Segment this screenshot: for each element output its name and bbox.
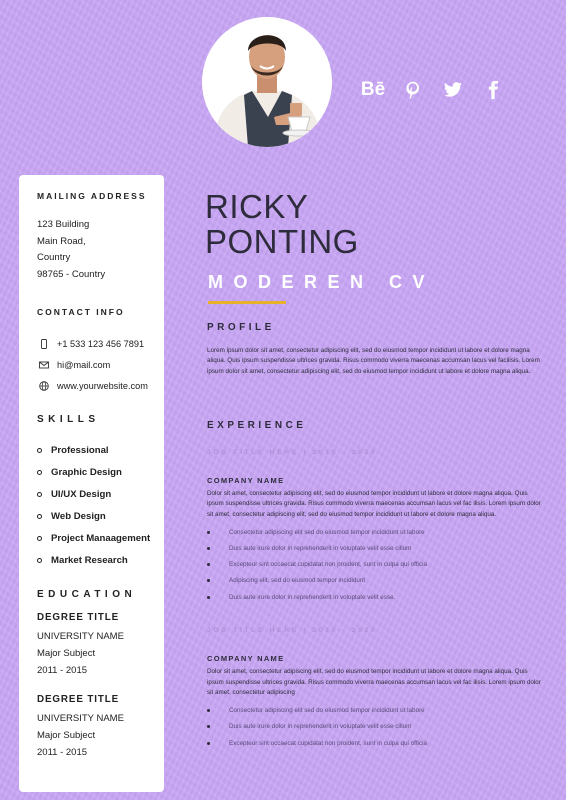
mail-icon bbox=[37, 360, 51, 370]
email-text[interactable]: hi@mail.com bbox=[57, 359, 111, 370]
accent-divider bbox=[208, 301, 286, 304]
education-heading: EDUCATION bbox=[37, 589, 137, 600]
bullet-icon bbox=[37, 448, 42, 453]
bullet-icon bbox=[207, 579, 210, 582]
bullet-icon bbox=[207, 709, 210, 712]
degree-title: DEGREE TITLE bbox=[37, 612, 120, 623]
phone-icon bbox=[37, 339, 51, 349]
website-text[interactable]: www.yourwebsite.com bbox=[57, 380, 148, 391]
phone-text: +1 533 123 456 7891 bbox=[57, 338, 145, 349]
pinterest-icon[interactable] bbox=[402, 78, 424, 102]
bullet-text: Excepteur sint occaecat cupidatat non proident, sunt in culpa qui officia bbox=[229, 561, 428, 569]
major-subject: Major Subject bbox=[37, 648, 96, 659]
experience-section bbox=[207, 420, 545, 751]
education-entry bbox=[37, 612, 152, 679]
profile-photo bbox=[202, 17, 332, 147]
job-bullet bbox=[207, 524, 545, 540]
globe-icon bbox=[37, 381, 51, 391]
twitter-icon[interactable] bbox=[442, 78, 464, 102]
bullet-icon bbox=[207, 596, 210, 599]
company-name: COMPANY NAME bbox=[207, 654, 285, 664]
bullet-icon bbox=[37, 492, 42, 497]
address-line: 98765 - Country bbox=[37, 268, 106, 280]
contact-info-heading: CONTACT INFO bbox=[37, 307, 125, 317]
university-name: UNIVERSITY NAME bbox=[37, 713, 124, 724]
degree-title: DEGREE TITLE bbox=[37, 694, 120, 705]
skill-label: Professional bbox=[51, 444, 109, 456]
bullet-text: Consectetur adipiscing elit sed do eiusmod tempor incididunt ut labore bbox=[229, 528, 425, 536]
job-bullet bbox=[207, 556, 545, 572]
job-bullets bbox=[207, 524, 545, 605]
bullet-icon bbox=[37, 470, 42, 475]
skill-item bbox=[37, 527, 152, 549]
person-name bbox=[205, 189, 359, 259]
job-bullets bbox=[207, 702, 545, 751]
contact-info bbox=[37, 333, 152, 396]
skill-item bbox=[37, 549, 152, 571]
skill-item bbox=[37, 483, 152, 505]
bullet-icon bbox=[37, 536, 42, 541]
skill-label: Graphic Design bbox=[51, 466, 122, 478]
experience-heading: EXPERIENCE bbox=[207, 420, 307, 431]
job-bullet bbox=[207, 735, 545, 751]
profile-text: Lorem ipsum dolor sit amet, consectetur adipiscing elit, sed do eiusmod tempor incididunt ut labore et dolore magna aliqua. Quis ipsum suspendisse ultrices gravida. Risus commodo viverra maecenas accumsan lacus vel facilisis. Lorem ipsum dolor sit amet, consectetur adipiscing elit, sed do eiusmod tempor incididunt ut labore et dolore magna aliqua. bbox=[207, 347, 540, 375]
university-name: UNIVERSITY NAME bbox=[37, 631, 124, 642]
bullet-icon bbox=[207, 563, 210, 566]
job-title-line: JOB TITLE HERE | 2015 - 2020 bbox=[207, 449, 378, 456]
bullet-icon bbox=[207, 742, 210, 745]
major-subject: Major Subject bbox=[37, 730, 96, 741]
education-years: 2011 - 2015 bbox=[37, 747, 88, 758]
bullet-text: Duis aute irure dolor in reprehenderit in voluptate velit esse cillum bbox=[229, 723, 412, 731]
mailing-address-heading: MAILING ADDRESS bbox=[37, 191, 147, 201]
job-bullet bbox=[207, 589, 545, 605]
skill-item bbox=[37, 439, 152, 461]
job-bullet bbox=[207, 719, 545, 735]
job-title-line: JOB TITLE HERE | 2015 - 2020 bbox=[207, 627, 378, 635]
facebook-icon[interactable] bbox=[482, 78, 504, 102]
social-links bbox=[362, 78, 504, 102]
address-line: Main Road, bbox=[37, 235, 86, 247]
skill-label: Web Design bbox=[51, 510, 106, 522]
address-line: 123 Building bbox=[37, 219, 90, 230]
cv-subtitle: MODEREN CV bbox=[208, 272, 436, 292]
education-years: 2011 - 2015 bbox=[37, 665, 88, 676]
bullet-text: Duis aute irure dolor in reprehenderit in voluptate velit esse. bbox=[229, 593, 396, 601]
email-row bbox=[37, 354, 152, 375]
skill-item bbox=[37, 461, 152, 483]
job-bullet bbox=[207, 702, 545, 718]
bullet-text: Consectetur adipiscing elit sed do eiusmod tempor incididunt ut labore bbox=[229, 706, 425, 714]
skills-heading: SKILLS bbox=[37, 414, 100, 425]
mailing-address bbox=[37, 217, 152, 283]
job-description: Dolor sit amet, consectetur adipiscing elit, sed do eiusmod tempor incididunt ut labore et dolore magna aliqua. Quis ipsum suspendisse ultrices gravida. Risus commodo viverra maecenas accumsan lacus vel fac ilisis. Lorem ipsum dolor sit amet, consectetur adipiscing bbox=[207, 668, 541, 696]
bullet-icon bbox=[207, 725, 210, 728]
skill-label: Project Manaagement bbox=[51, 532, 151, 544]
sidebar bbox=[19, 175, 164, 792]
phone-row bbox=[37, 333, 152, 354]
job-bullet bbox=[207, 540, 545, 556]
first-name: RICKY bbox=[205, 188, 309, 225]
skill-item bbox=[37, 505, 152, 527]
bullet-text: Excepteur sint occaecat cupidatat non proident, sunt in culpa qui officia bbox=[229, 739, 428, 747]
behance-icon[interactable]: Bē bbox=[360, 79, 386, 100]
skill-label: UI/UX Design bbox=[51, 488, 112, 500]
skill-label: Market Research bbox=[51, 554, 128, 566]
website-row bbox=[37, 375, 152, 396]
company-name: COMPANY NAME bbox=[207, 476, 285, 485]
profile-section bbox=[207, 322, 545, 377]
bullet-text: Adipiscing elit, sed do eiusmod tempor incididunt bbox=[229, 577, 366, 585]
education-entry bbox=[37, 694, 152, 761]
bullet-text: Duis aute irure dolor in reprehenderit in voluptate velit esse cillum bbox=[229, 544, 412, 552]
bullet-icon bbox=[37, 558, 42, 563]
skills-list bbox=[37, 439, 152, 571]
bullet-icon bbox=[207, 547, 210, 550]
profile-heading: PROFILE bbox=[207, 322, 275, 333]
bullet-icon bbox=[207, 531, 210, 534]
address-line: Country bbox=[37, 252, 71, 263]
last-name: PONTING bbox=[205, 223, 359, 260]
bullet-icon bbox=[37, 514, 42, 519]
job-description: Dolor sit amet, consectetur adipiscing elit, sed do eiusmod tempor incididunt ut labore et dolore magna aliqua. Quis ipsum suspendisse ultrices gravida. Risus commodo viverra maecenas accumsan lacus vel fac ilisis. Lorem ipsum dolor sit amet, consectetur adipiscing elit, sed do eiusmod tempor incididunt ut labore et dolore magna aliqua. bbox=[207, 490, 541, 518]
job-bullet bbox=[207, 573, 545, 589]
